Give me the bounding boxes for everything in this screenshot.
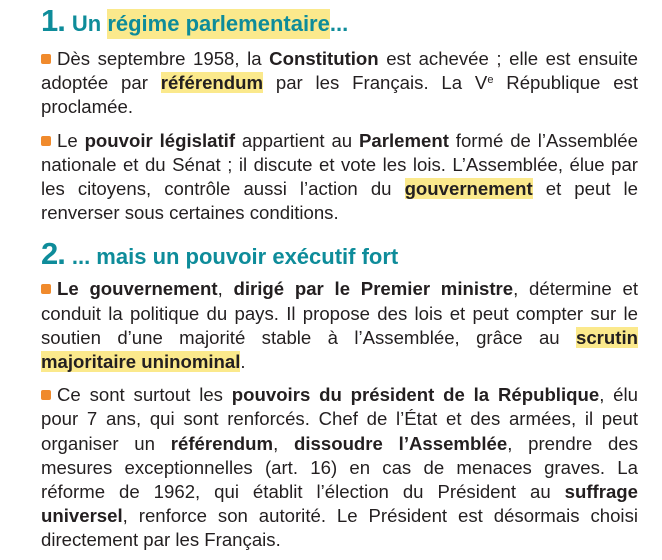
term-premier-ministre: dirigé par le Premier ministre: [233, 278, 514, 300]
bullet-icon: [41, 54, 51, 64]
text: formé de l’Assemblée nationale et du Sénat ; il discute et vote les lois. L’Assemblée, élue par les citoyens, contrôle aussi l’action du: [41, 129, 638, 200]
text: , prendre des mesures exceptionnelles (art. 16) en cas de menaces graves. La réforme de 1962, qui établit l’élection du Président au: [41, 432, 638, 503]
superscript: e: [487, 74, 494, 87]
section-2-title-text: ... mais un pouvoir exécutif fort: [71, 244, 399, 270]
text: est achevée ; elle est ensuite adoptée par: [41, 48, 638, 94]
text: , renforce son autorité. Le Président est désormais choisi directement par les Français.: [41, 505, 638, 551]
term-pouvoir-legislatif: pouvoir législatif: [84, 129, 236, 151]
text: Ce sont surtout les: [57, 384, 232, 406]
text: .: [240, 351, 246, 373]
section-1-title-suffix: ...: [329, 11, 349, 36]
term-gouvernement-highlight: gouvernement: [404, 178, 533, 200]
text: et peut le renverser sous certaines conditions.: [41, 178, 638, 224]
term-referendum-highlight: référendum: [160, 72, 264, 94]
section-1-title-plain: Un: [71, 11, 108, 36]
term-constitution: Constitution: [269, 48, 379, 69]
bullet-icon: [41, 390, 51, 400]
paragraph-legislatif: [41, 129, 638, 226]
text: Dès septembre 1958, la: [57, 48, 270, 69]
bullet-icon: [41, 284, 51, 294]
paragraph-gouvernement: [41, 277, 638, 374]
section-2-number: 2.: [41, 236, 65, 272]
section-1-title-highlight: régime parlementaire: [107, 9, 330, 39]
text: Le: [57, 129, 85, 151]
text: , détermine et conduit la politique du pays. Il propose des lois et peut compter sur le soutien d’une majorité stable à l’Assemblée, grâce au: [41, 278, 638, 348]
term-suffrage-universel: suffrage universel: [41, 481, 638, 527]
text: par les Français. La V: [263, 72, 488, 94]
paragraph-president: [41, 383, 638, 552]
section-1-title: [41, 3, 638, 39]
term-scrutin-highlight: scrutin majoritaire uninominal: [41, 326, 638, 373]
paragraph-constitution: [41, 47, 638, 120]
bullet-icon: [41, 136, 51, 146]
term-pouvoirs-president: pouvoirs du président de la République: [231, 384, 600, 406]
section-1-number: 1.: [41, 3, 65, 38]
text: République est proclamée.: [41, 72, 638, 118]
text: , élu pour 7 ans, qui sont renforcés. Chef de l’État et des armées, il peut organiser un: [41, 384, 638, 454]
term-dissoudre: dissoudre l’Assemblée: [294, 432, 508, 454]
text: ,: [217, 278, 234, 300]
text: appartient au: [235, 129, 360, 151]
term-referendum: référendum: [170, 432, 274, 454]
section-2-title: [41, 236, 638, 272]
text: ,: [273, 432, 295, 454]
term-gouvernement: Le gouvernement: [57, 278, 218, 300]
term-parlement: Parlement: [359, 129, 449, 151]
